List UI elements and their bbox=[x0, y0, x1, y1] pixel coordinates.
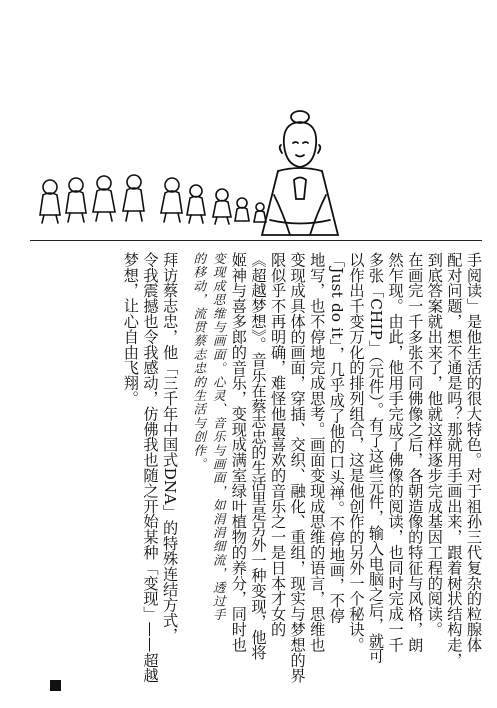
text-column: 姬神与喜多郎的音乐，变现成满室绿叶植物的养分，同时也 bbox=[229, 252, 248, 653]
text-column: 多张「CHIP」（元件）。有了这些元件，输入电脑之后，就可 bbox=[367, 252, 386, 664]
text-column: 变现成思维与画面。心灵、音乐与画面，如涓涓细流，透过手 bbox=[211, 252, 227, 622]
small-figure-6 bbox=[187, 185, 205, 223]
text-column: 「Just do it」，几乎成了他的口头禅。不停地画，不停 bbox=[327, 252, 346, 624]
end-of-section-mark bbox=[50, 680, 61, 691]
text-column: 变现成具体的画面，穿插、交织、融化、重组，现实与梦想的界 bbox=[288, 252, 307, 684]
small-figure-9 bbox=[254, 203, 266, 222]
section-divider-line bbox=[30, 240, 482, 241]
text-column: 在画完一千多张不同佛像之后，各朝造像的特征与风格，朗 bbox=[406, 252, 425, 653]
large-monk-figure bbox=[262, 111, 338, 235]
text-column: 《超越梦想》。音乐在蔡志忠的生活里是另外一种变现，他将 bbox=[249, 252, 268, 661]
small-figure-2 bbox=[66, 178, 86, 222]
text-column: 令我震撼也令我感动，仿佛我也随之开始某种「变现」——超越 bbox=[141, 252, 160, 684]
text-column: 以作出千变万化的排列组合，这是他创作的另外一个秘诀。 bbox=[347, 252, 366, 653]
text-column: 到底答案就出来了，他就这样逐步完成基因工程的阅读。 bbox=[425, 252, 444, 637]
small-figure-8 bbox=[235, 198, 249, 221]
text-column: 梦想，让心自由飞翔。 bbox=[121, 252, 140, 406]
text-column: 拜访蔡志忠，他「三千年中国式DNA」的特殊连结方式， bbox=[161, 252, 180, 644]
text-column: 配对问题，想不通是吗？那就用手画出来，跟着树状结构走， bbox=[445, 252, 464, 668]
monks-walking-illustration bbox=[38, 95, 378, 240]
paragraph-gap bbox=[179, 252, 189, 692]
small-figure-4 bbox=[123, 175, 144, 221]
small-figure-1 bbox=[40, 180, 60, 223]
vertical-text-body bbox=[38, 252, 483, 692]
text-column: 手阅读」是他生活的很大特色。对于祖孙三代复杂的粒腺体 bbox=[465, 252, 483, 653]
small-figure-7 bbox=[213, 189, 231, 224]
text-column: 限似乎不再明确，难怪他最喜欢的音乐之一是日本才女的 bbox=[269, 252, 288, 637]
small-figure-3 bbox=[93, 176, 115, 221]
small-figure-5 bbox=[161, 178, 182, 222]
text-column: 然乍现。由此，他用手完成了佛像的阅读，也同时完成一千 bbox=[386, 252, 405, 653]
text-column: 的移动，流贯蔡志忠的生活与创作。 bbox=[191, 252, 207, 472]
text-column: 地写，也不停地完成思考。画面变现成思维的语言，思维也 bbox=[308, 252, 327, 653]
